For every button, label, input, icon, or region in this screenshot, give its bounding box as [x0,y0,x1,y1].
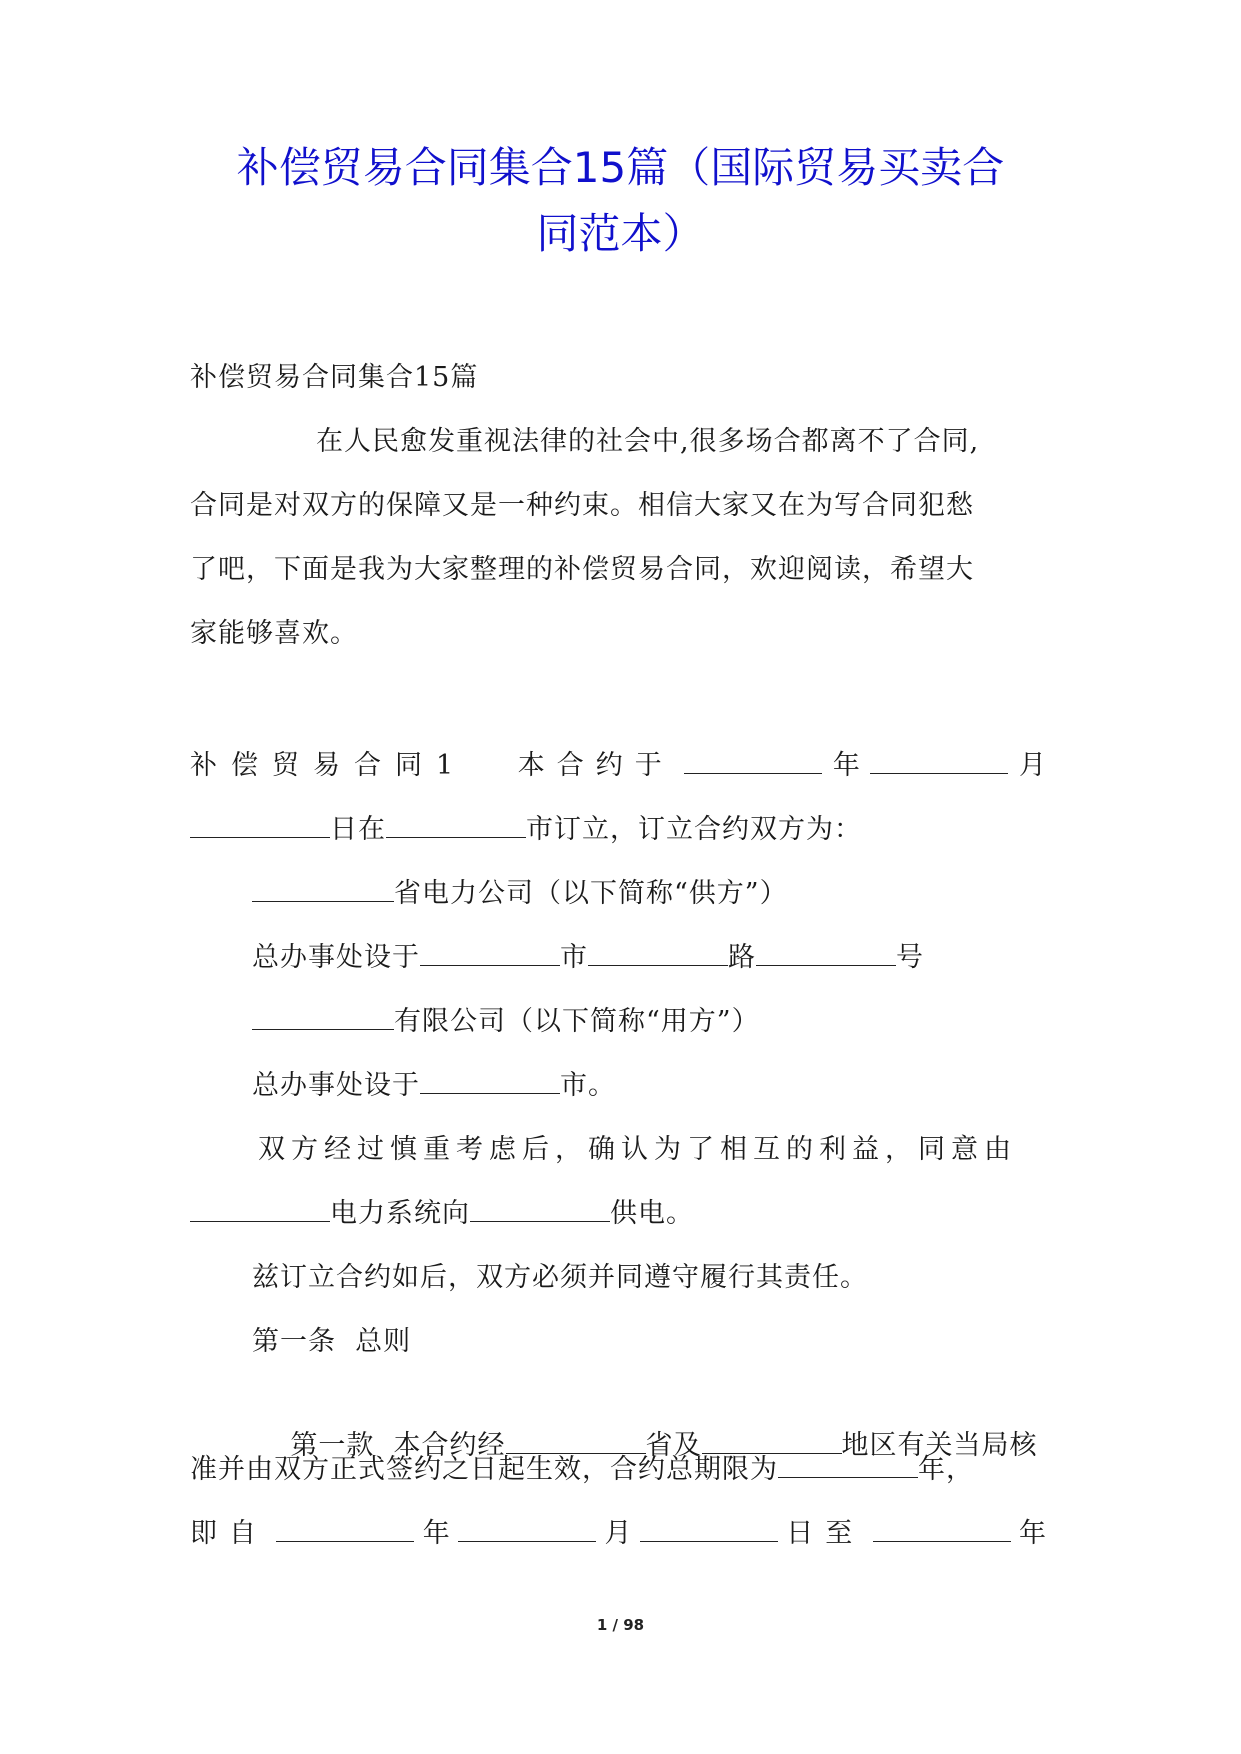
contract-line-9: 兹订立合约如后，双方必须并同遵守履行其责任。 [252,1262,868,1293]
text-segment: 市。 [560,1070,616,1101]
fill-blank[interactable] [870,749,1008,774]
contract-line-8 [190,1194,694,1234]
text-segment: 准并由双方正式签约之日起生效，合约总期限为 [190,1454,778,1485]
contract-line-12 [190,1450,974,1490]
fill-blank[interactable] [252,877,394,902]
text-segment: 地区有关当局核 [841,1430,1038,1461]
intro-line-4: 家能够喜欢。 [190,618,358,649]
text-segment: 供电。 [610,1198,694,1229]
contract-line-1 [190,746,1046,786]
text-segment: 电力系统向 [330,1198,470,1229]
text-segment: 号 [896,942,924,973]
fill-blank[interactable] [276,1517,414,1542]
contract-line-7: 双方经过慎重考虑后，确认为了相互的利益，同意由 [258,1134,1017,1165]
intro-line-3: 了吧，下面是我为大家整理的补偿贸易合同，欢迎阅读，希望大 [190,554,974,585]
fill-blank[interactable] [778,1453,918,1478]
text-segment: 即自 [190,1518,268,1549]
fill-blank[interactable] [640,1517,778,1542]
text-segment: 市订立，订立合约双方为： [526,814,862,845]
fill-blank[interactable] [420,1069,560,1094]
contract-line-3 [252,874,788,914]
text-segment: 年 [832,750,860,781]
contract-line-10: 第一条 总则 [252,1326,412,1357]
text-segment: 路 [728,942,756,973]
intro-line-1: 在人民愈发重视法律的社会中,很多场合都离不了合同, [316,426,980,457]
title-line-2: 同范本） [536,209,705,258]
fill-blank[interactable] [190,1197,330,1222]
fill-blank[interactable] [190,813,330,838]
fill-blank[interactable] [420,941,560,966]
fill-blank[interactable] [386,813,526,838]
fill-blank[interactable] [756,941,896,966]
text-segment: 年 [422,1518,450,1549]
text-segment: 第一款 本合约经 [290,1430,506,1461]
fill-blank[interactable] [470,1197,610,1222]
text-segment: 年， [918,1454,974,1485]
text-segment: 有限公司（以下简称“用方”） [394,1006,760,1037]
contract-line-2 [190,810,862,850]
fill-blank[interactable] [252,1005,394,1030]
contract-line-5 [252,1002,760,1042]
text-segment: 省电力公司（以下简称“供方”） [394,878,788,909]
subtitle: 补偿贸易合同集合15篇 [190,362,479,393]
fill-blank[interactable] [458,1517,596,1542]
title-line-1: 补偿贸易合同集合15篇（国际贸易买卖合 [236,143,1005,192]
contract-line-6 [252,1066,616,1106]
text-segment: 月 [604,1518,632,1549]
text-segment: 总办事处设于 [252,1070,420,1101]
text-segment: 年 [1019,1518,1046,1549]
contract-heading: 补偿贸易合同1 [190,750,468,781]
text-segment: 总办事处设于 [252,942,420,973]
fill-blank[interactable] [588,941,728,966]
page-number: 1 / 98 [596,1616,645,1634]
text-segment: 本合约于 [517,750,674,781]
text-segment: 月 [1019,750,1046,781]
text-segment: 市 [560,942,588,973]
fill-blank[interactable] [684,749,822,774]
intro-line-2: 合同是对双方的保障又是一种约束。相信大家又在为写合同犯愁 [190,490,974,521]
text-segment: 日至 [786,1518,865,1549]
text-segment: 省及 [645,1430,702,1461]
fill-blank[interactable] [873,1517,1011,1542]
contract-line-13 [190,1514,1046,1554]
text-segment: 日在 [330,814,386,845]
contract-line-4 [252,938,924,978]
